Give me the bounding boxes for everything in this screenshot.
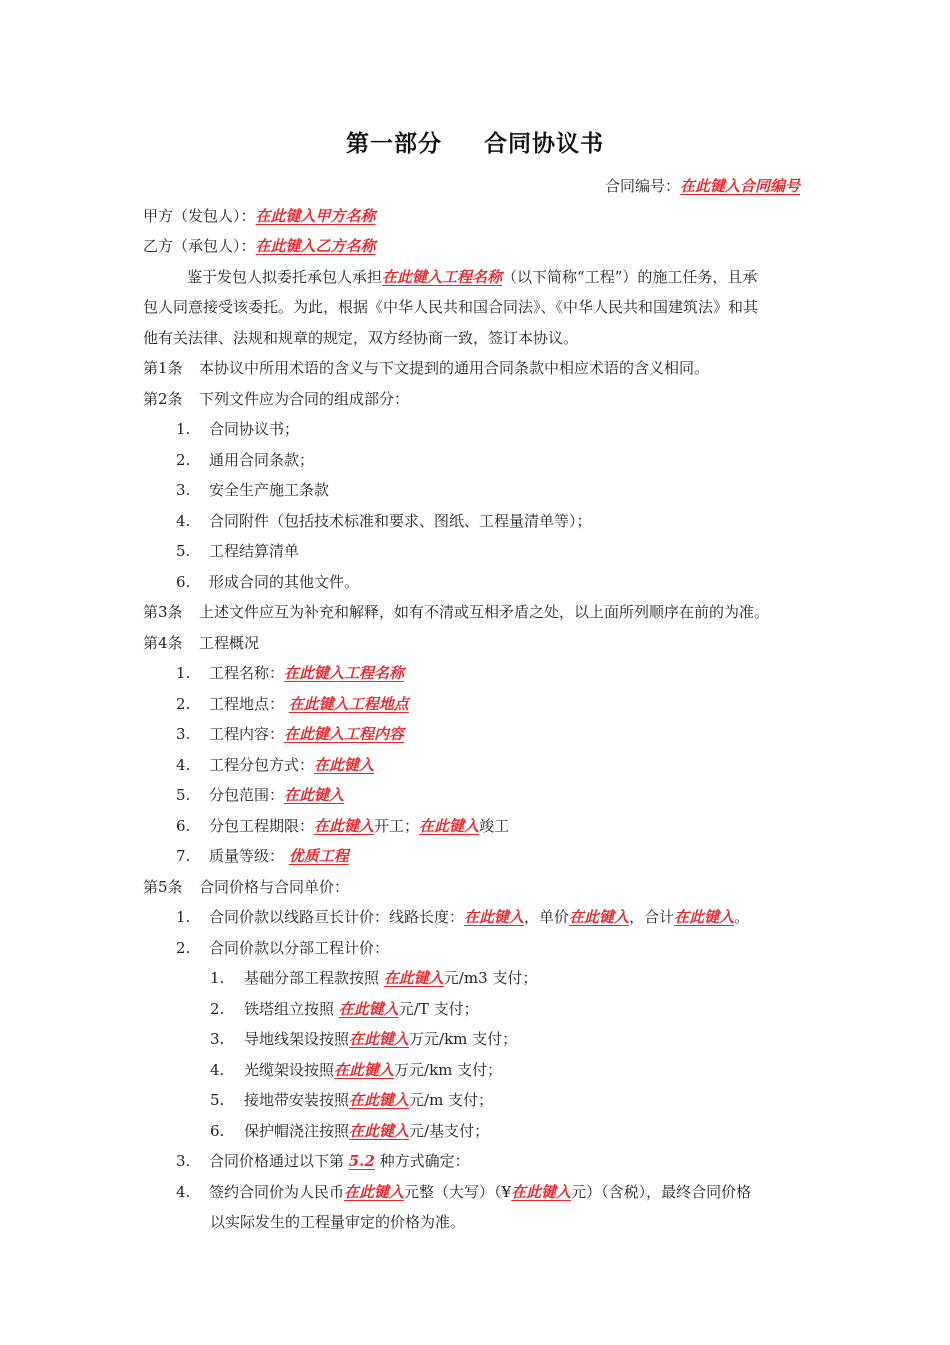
list-item	[176, 572, 359, 592]
price-method-field[interactable]: 5.2	[348, 1152, 375, 1170]
list-num: 1.	[176, 664, 191, 682]
list-num: 5.	[176, 542, 191, 560]
sub-unit: 元/T 支付；	[398, 1000, 479, 1018]
list-num: 3.	[176, 725, 191, 743]
list-text: 工程结算清单	[209, 542, 300, 560]
list-text: 合同附件（包括技术标准和要求、图纸、工程量清单等）；	[209, 512, 592, 530]
list-num: 2.	[210, 1000, 225, 1018]
row-text: 元整（大写）（¥	[404, 1183, 512, 1201]
list-num: 1.	[210, 969, 225, 987]
list-num: 6.	[176, 817, 191, 835]
preamble-line-1	[187, 267, 757, 287]
row-text: 元）（含税），最终合同价格	[571, 1183, 752, 1201]
article-1	[143, 358, 709, 378]
list-num: 4.	[176, 1183, 191, 1201]
project-name-field[interactable]: 在此键入工程名称	[284, 664, 405, 682]
subcontract-scope-field[interactable]: 在此键入	[284, 786, 345, 804]
list-num: 1.	[176, 908, 191, 926]
field-label: 分包工程期限：	[209, 817, 315, 835]
article-5	[143, 877, 349, 897]
price-method-row	[176, 1151, 470, 1171]
list-num: 3.	[210, 1030, 225, 1048]
title-part: 第一部分	[346, 130, 442, 157]
article-3-text: 上述文件应互为补充和解释，如有不清或互相矛盾之处，以上面所列顺序在前的为准。	[199, 603, 770, 621]
list-num: 4.	[210, 1061, 225, 1079]
row-text: 合同价款以线路亘长计价：线路长度：	[209, 908, 465, 926]
party-b	[143, 236, 376, 256]
subcontract-method-row	[176, 755, 374, 775]
preamble-text-b: （以下简称“工程”）的施工任务，且承	[502, 268, 758, 286]
field-label: 质量等级：	[209, 847, 285, 865]
subcontract-period-row	[176, 816, 509, 836]
row-text: 合同价格通过以下第	[209, 1152, 349, 1170]
contract-number-label: 合同编号：	[604, 177, 680, 195]
contract-number-field[interactable]: 在此键入合同编号	[679, 177, 800, 195]
sub-text: 接地带安装按照	[244, 1091, 350, 1109]
contract-price-row	[176, 1182, 751, 1202]
start-suffix: 开工；	[374, 817, 420, 835]
title-name: 合同协议书	[484, 130, 604, 157]
page-title	[0, 125, 950, 158]
preamble-project-field[interactable]: 在此键入工程名称	[382, 268, 503, 286]
list-text: 形成合同的其他文件。	[209, 573, 360, 591]
field-label: 工程内容：	[209, 725, 285, 743]
foundation-price-field[interactable]: 在此键入	[383, 969, 444, 987]
list-num: 6.	[210, 1122, 225, 1140]
end-suffix: 竣工	[479, 817, 510, 835]
sub-item	[210, 1121, 489, 1141]
article-5-text: 合同价格与合同单价：	[199, 878, 350, 896]
price-words-field[interactable]: 在此键入	[344, 1183, 405, 1201]
sub-unit: 万元/km 支付；	[394, 1061, 503, 1079]
sub-item	[210, 999, 479, 1019]
grounding-price-field[interactable]: 在此键入	[349, 1091, 410, 1109]
list-item	[176, 450, 314, 470]
preamble-line-3: 他有关法律、法规和规章的规定，双方经协商一致，签订本协议。	[143, 329, 579, 347]
party-b-label: 乙方（承包人）：	[143, 237, 256, 255]
list-num: 2.	[176, 939, 191, 957]
project-content-row	[176, 724, 404, 744]
sub-unit: 万元/km 支付；	[409, 1030, 518, 1048]
list-text: 安全生产施工条款	[209, 481, 330, 499]
list-text: 合同协议书；	[209, 420, 300, 438]
row-text: 种方式确定：	[374, 1152, 470, 1170]
row-text: 。	[734, 908, 750, 926]
article-3-label: 第3条	[143, 603, 183, 621]
list-num: 4.	[176, 756, 191, 774]
list-num: 1.	[176, 420, 191, 438]
list-num: 7.	[176, 847, 191, 865]
list-num: 6.	[176, 573, 191, 591]
sub-item	[210, 968, 537, 988]
project-location-field[interactable]: 在此键入工程地点	[288, 695, 409, 713]
list-num: 5.	[176, 786, 191, 804]
sub-text: 导地线架设按照	[244, 1030, 350, 1048]
article-1-label: 第1条	[143, 359, 183, 377]
quality-grade-field[interactable]: 优质工程	[288, 847, 349, 865]
party-a-field[interactable]: 在此键入甲方名称	[255, 207, 376, 225]
total-field[interactable]: 在此键入	[674, 908, 735, 926]
article-4-label: 第4条	[143, 634, 183, 652]
tower-price-field[interactable]: 在此键入	[338, 1000, 399, 1018]
field-label: 工程分包方式：	[209, 756, 315, 774]
project-location-row	[176, 694, 409, 714]
list-text: 通用合同条款；	[209, 451, 315, 469]
sub-item	[210, 1090, 493, 1110]
contract-price-row-2: 以实际发生的工程量审定的价格为准。	[210, 1213, 466, 1231]
subcontract-scope-row	[176, 785, 344, 805]
party-a	[143, 206, 376, 226]
article-2-text: 下列文件应为合同的组成部分：	[199, 390, 410, 408]
end-date-field[interactable]: 在此键入	[419, 817, 480, 835]
party-b-field[interactable]: 在此键入乙方名称	[255, 237, 376, 255]
list-num: 3.	[176, 481, 191, 499]
list-item	[176, 419, 299, 439]
sub-text: 光缆架设按照	[244, 1061, 335, 1079]
sub-text: 保护帽浇注按照	[244, 1122, 350, 1140]
quality-grade-row	[176, 846, 349, 866]
sub-unit: 元/m3 支付；	[443, 969, 538, 987]
line-length-field[interactable]: 在此键入	[464, 908, 525, 926]
row-text: 合同价款以分部工程计价：	[209, 939, 390, 957]
list-num: 3.	[176, 1152, 191, 1170]
sub-unit: 元/基支付；	[409, 1122, 490, 1140]
list-num: 5.	[210, 1091, 225, 1109]
article-5-label: 第5条	[143, 878, 183, 896]
project-name-row	[176, 663, 404, 683]
contract-number	[605, 175, 800, 196]
party-a-label: 甲方（发包人）：	[143, 207, 256, 225]
article-1-text: 本协议中所用术语的含义与下文提到的通用合同条款中相应术语的含义相同。	[199, 359, 710, 377]
article-2-label: 第2条	[143, 390, 183, 408]
article-4	[143, 633, 259, 653]
list-item	[176, 511, 592, 531]
sub-text: 铁塔组立按照	[244, 1000, 339, 1018]
start-date-field[interactable]: 在此键入	[314, 817, 375, 835]
row-text: ，单价	[524, 908, 570, 926]
field-label: 工程名称：	[209, 664, 285, 682]
article-3	[143, 602, 769, 622]
sub-unit: 元/m 支付；	[409, 1091, 494, 1109]
article-2	[143, 389, 409, 409]
row-text: 签约合同价为人民币	[209, 1183, 345, 1201]
list-num: 2.	[176, 451, 191, 469]
cap-price-field[interactable]: 在此键入	[349, 1122, 410, 1140]
preamble-text-a: 鉴于发包人拟委托承包人承担	[187, 268, 383, 286]
unit-price-field[interactable]: 在此键入	[569, 908, 630, 926]
list-item	[176, 541, 299, 561]
project-content-field[interactable]: 在此键入工程内容	[284, 725, 405, 743]
price-number-field[interactable]: 在此键入	[511, 1183, 572, 1201]
conductor-price-field[interactable]: 在此键入	[349, 1030, 410, 1048]
subcontract-method-field[interactable]: 在此键入	[314, 756, 375, 774]
preamble-line-2: 包人同意接受该委托。为此，根据《中华人民共和国合同法》、《中华人民共和国建筑法》和其	[143, 298, 759, 316]
price-by-section-row	[176, 938, 389, 958]
row-text: ，合计	[629, 908, 675, 926]
field-label: 分包范围：	[209, 786, 285, 804]
sub-item	[210, 1029, 517, 1049]
list-num: 2.	[176, 695, 191, 713]
sub-text: 基础分部工程款按照	[244, 969, 384, 987]
sub-item	[210, 1060, 502, 1080]
list-num: 4.	[176, 512, 191, 530]
article-4-text: 工程概况	[199, 634, 260, 652]
field-label: 工程地点：	[209, 695, 285, 713]
optical-cable-price-field[interactable]: 在此键入	[334, 1061, 395, 1079]
price-by-length-row	[176, 907, 749, 927]
list-item	[176, 480, 329, 500]
